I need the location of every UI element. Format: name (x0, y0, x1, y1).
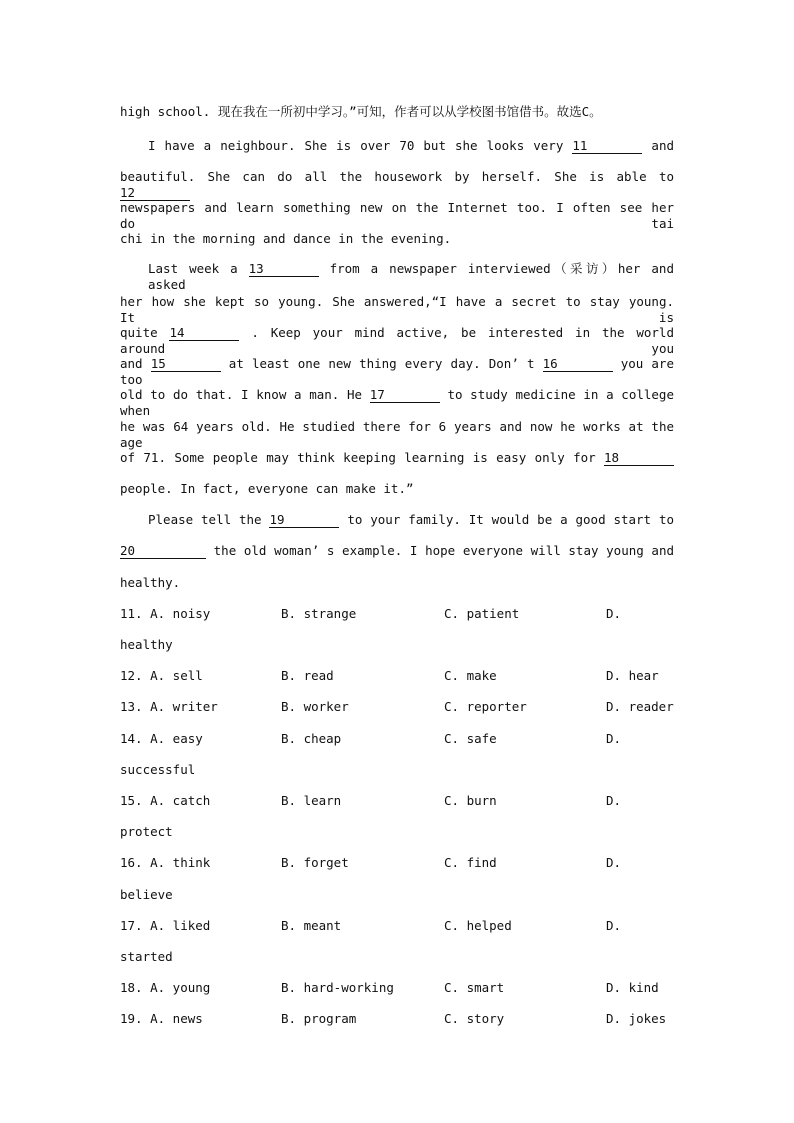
p1-text: beautiful. She can do all the housework by herself. She is able to (120, 169, 674, 184)
p2-text: quite (120, 325, 158, 340)
question-17 (120, 918, 680, 934)
option-d: D. (606, 731, 622, 746)
option-d: D. jokes (606, 1011, 667, 1026)
p2-text: at least one new thing every day. Don’ t (228, 356, 535, 371)
question-15 (120, 793, 680, 809)
option-c: C. helped (444, 918, 512, 933)
option-a: 15. A. catch (120, 793, 211, 808)
blank-13: 13 (249, 262, 319, 277)
option-c: C. find (444, 855, 497, 870)
option-b: B. worker (281, 699, 349, 714)
option-a: 12. A. sell (120, 668, 203, 683)
option-b: B. cheap (281, 731, 342, 746)
option-d: D. (606, 606, 622, 621)
option-d: D. kind (606, 980, 659, 995)
p2-text: to study medicine in a college when (120, 387, 674, 418)
option-d-wrap: started (120, 949, 173, 964)
option-c: C. smart (444, 980, 505, 995)
option-b: B. program (281, 1011, 357, 1026)
question-12 (120, 668, 680, 684)
option-b: B. strange (281, 606, 357, 621)
option-d-wrap: believe (120, 887, 173, 902)
p2-line-4 (120, 356, 674, 388)
p2-text: you are too (120, 356, 674, 387)
p1-text: and (651, 138, 674, 153)
p1-line-3: newspapers and learn something new on the Internet too. I often see her do tai (120, 200, 674, 231)
blank-18: 18 (604, 451, 674, 466)
p2-text: and (120, 356, 143, 371)
p2-text: . Keep your mind active, be interested in the world around you (120, 325, 674, 356)
p1-line-2 (120, 169, 674, 201)
question-13 (120, 699, 680, 715)
p2-line-6: he was 64 years old. He studied there for 6 years and now he works at the age (120, 419, 674, 450)
p2-line-7 (120, 450, 674, 466)
p3-text: Please tell the (148, 512, 262, 527)
option-d: D. (606, 793, 622, 808)
option-a: 16. A. think (120, 855, 211, 870)
p2-line-3 (120, 325, 674, 357)
p2-text: old to do that. I know a man. He (120, 387, 363, 402)
option-d-wrap: successful (120, 762, 196, 777)
p3-line-3: healthy. (120, 575, 181, 590)
option-a: 11. A. noisy (120, 606, 211, 621)
p3-line-2 (120, 543, 674, 559)
option-d: D. hear (606, 668, 659, 683)
option-a: 17. A. liked (120, 918, 211, 933)
option-d-wrap: healthy (120, 637, 173, 652)
option-c: C. safe (444, 731, 497, 746)
option-b: B. forget (281, 855, 349, 870)
option-b: B. hard-working (281, 980, 394, 995)
blank-15: 15 (151, 357, 221, 372)
option-c: C. patient (444, 606, 520, 621)
option-b: B. learn (281, 793, 342, 808)
option-a: 14. A. easy (120, 731, 203, 746)
p3-text: the old woman’ s example. I hope everyone will stay young and (213, 543, 674, 558)
option-a: 19. A. news (120, 1011, 203, 1026)
option-d: D. (606, 855, 622, 870)
p1-line-1 (120, 138, 674, 154)
option-b: B. meant (281, 918, 342, 933)
p2-text: from a newspaper interviewed（采访）her and asked (148, 261, 674, 292)
option-c: C. reporter (444, 699, 527, 714)
p2-line-5 (120, 387, 674, 419)
p3-line-1 (120, 512, 674, 528)
blank-16: 16 (543, 357, 613, 372)
option-c: C. make (444, 668, 497, 683)
p1-text: I have a neighbour. She is over 70 but she looks very (148, 138, 564, 153)
blank-20: 20 (120, 544, 206, 559)
option-a: 18. A. young (120, 980, 211, 995)
p3-text: to your family. It would be a good start to (347, 512, 675, 527)
intro-line: high school. 现在我在一所初中学习。”可知，作者可以从学校图书馆借书。故选C。 (120, 104, 602, 119)
option-c: C. story (444, 1011, 505, 1026)
option-b: B. read (281, 668, 334, 683)
question-19 (120, 1011, 680, 1027)
option-d: D. (606, 918, 622, 933)
p2-text: Last week a (148, 261, 238, 276)
option-d: D. reader (606, 699, 674, 714)
blank-11: 11 (572, 139, 642, 154)
question-16 (120, 855, 680, 871)
blank-17: 17 (370, 388, 440, 403)
option-d-wrap: protect (120, 824, 173, 839)
option-a: 13. A. writer (120, 699, 218, 714)
option-c: C. burn (444, 793, 497, 808)
p2-line-8: people. In fact, everyone can make it.” (120, 481, 414, 496)
question-11 (120, 606, 680, 622)
p2-text: of 71. Some people may think keeping learning is easy only for (120, 450, 596, 465)
blank-14: 14 (169, 326, 239, 341)
blank-19: 19 (269, 513, 339, 528)
p2-line-1 (120, 261, 674, 293)
question-14 (120, 731, 680, 747)
blank-12: 12 (120, 186, 190, 201)
question-18 (120, 980, 680, 996)
p1-line-4: chi in the morning and dance in the evening. (120, 231, 452, 246)
p2-line-2: her how she kept so young. She answered,“I have a secret to stay young. It is (120, 294, 674, 325)
